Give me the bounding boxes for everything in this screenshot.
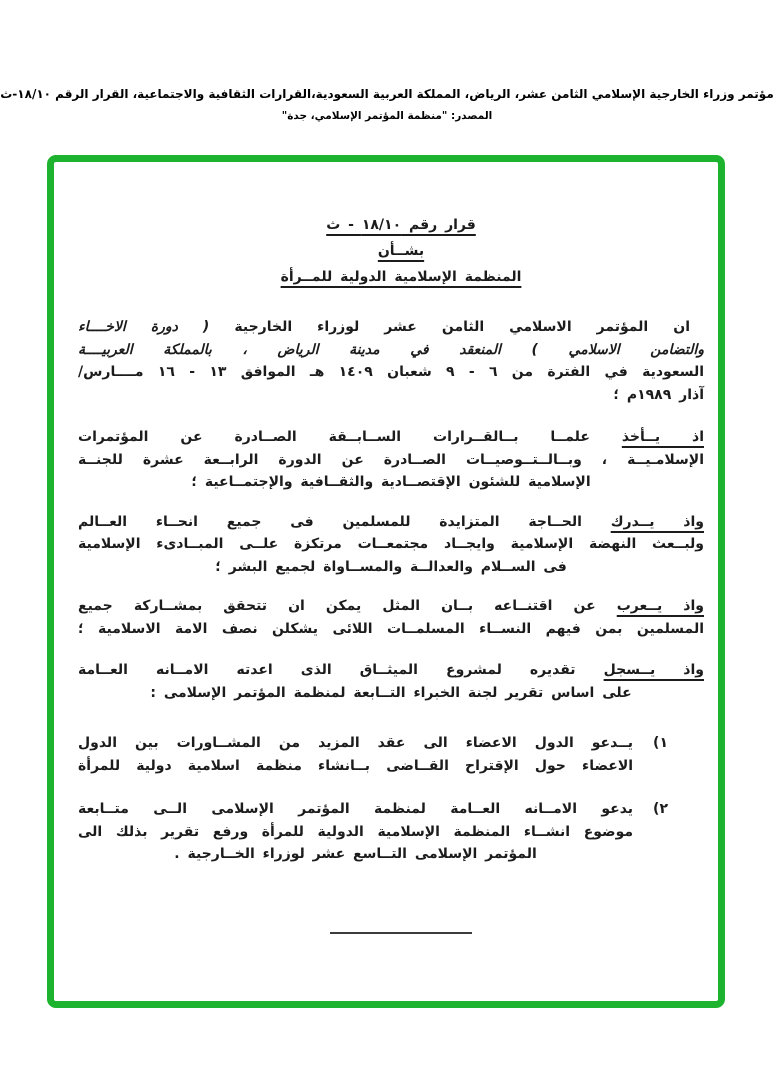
closing-rule [330, 932, 472, 934]
lead-phrase: واذ يــدرك [610, 513, 704, 530]
citation-source-line: المصدر: "منظمة المؤتمر الإسلامي، جدة" [281, 110, 493, 122]
paragraph-line: ان المؤتمر الاسلامي الثامن عشر لوزراء الخارجية ( دورة الاخــــاء [78, 319, 690, 335]
paragraph-line: المسلمين بمن فيهم النســاء المسلمــات اللائى يشكلن نصف الامة الاسلامية ؛ [78, 620, 704, 637]
lead-phrase: اذ يــأخذ [621, 429, 705, 445]
paragraph-line: موضوع انشــاء المنظمة الإسلامية الدولية للمرأة ورفع تقرير بذلك الى [78, 823, 634, 840]
paragraph-line: ولبــعث النهضة الإسلامية وايجــاد مجتمعــات مرتكزة علــى المبــادىء الإسلامية [78, 536, 704, 552]
paragraph-line: واذ يــعرب عن اقتنــاعه بــان المثل يمكن ان تتحقق بمشــاركة جميع [78, 598, 704, 614]
resolution-title-line-2: بشــأن [377, 243, 425, 259]
paragraph-line: يدعو الامــانه العــامة لمنظمة المؤتمر الإسلامى الــى متــابعة [78, 801, 634, 817]
item-body [78, 798, 633, 866]
paragraph-recognizing [78, 511, 704, 579]
item-number: ١) [653, 735, 668, 751]
paragraph-line: الاعضاء حول الإقتراح القــاضى بــانشاء منظمة اسلامية دولية للمرأة [78, 757, 634, 774]
resolution-title [266, 212, 536, 290]
citation-line-1: مؤتمر وزراء الخارجية الإسلامي الثامن عشر، الرياض، المملكة العربية السعودية،القرارات الثقافية والاجتماعية، القرار الرقم ١٨/١٠-ث [0, 87, 774, 101]
lead-phrase: واذ يــسجل [603, 662, 704, 678]
item-number: ٢) [653, 801, 668, 817]
paragraph-line: والتضامن الاسلامي ) المنعقد في مدينة الرياض ، بالمملكة العربيــــة [78, 341, 704, 358]
paragraph-line: واذ يــسجل تقديره لمشروع الميثــاق الذى اعدته الامــانه العــامة [78, 662, 704, 678]
paragraph-line: اذ يــأخذ علمــا بــالقــرارات الســابــقة الصــادرة عن المؤتمرات [78, 429, 705, 445]
item-body [78, 732, 633, 777]
paragraph-line: السعودية في الفترة من ٦ - ٩ شعبان ١٤٠٩ هـ الموافق ١٣ - ١٦ مــــارس/ [78, 364, 705, 380]
resolution-title-line-3: المنظمة الإسلامية الدولية للمــرأة [280, 269, 522, 285]
paragraph-preamble [78, 316, 704, 406]
paragraph-line: على اساس تقرير لجنة الخبراء التــابعة لمنظمة المؤتمر الإسلامى : [150, 684, 632, 701]
paragraph-line: المؤتمر الإسلامى التــاسع عشر لوزراء الخــارجية . [174, 846, 537, 862]
paragraph-line: واذ يــدرك الحــاجة المتزايدة للمسلمين فى جميع انحــاء العــالم [78, 513, 704, 530]
paragraph-expressing [78, 595, 704, 640]
paragraph-recording [78, 659, 704, 704]
paragraph-line: آذار ١٩٨٩م ؛ [613, 386, 704, 403]
highlight-frame [47, 155, 725, 1008]
scanned-document [54, 162, 718, 1001]
paragraph-line: الإسلامية للشئون الإقتصــادية والثقــافية والإجتمــاعية ؛ [191, 474, 591, 490]
paragraph-line: الإسلامـيــة ، وبــالــتــوصيــات الصــادرة عن الدورة الرابــعة عشرة للجنــة [78, 451, 704, 468]
paragraph-line: يــدعو الدول الاعضاء الى عقد المزيد من المشــاورات بين الدول [78, 735, 634, 751]
operative-item-2 [78, 798, 704, 866]
resolution-title-line-1: قرار رقم ١٨/١٠ - ث [326, 217, 476, 233]
paragraph-line: فى الســلام والعدالــة والمســاواة لجميع البشر ؛ [215, 558, 567, 575]
lead-phrase: واذ يــعرب [616, 598, 704, 614]
paragraph-taking-note [78, 426, 704, 494]
operative-item-1 [78, 732, 704, 777]
citation-header [0, 84, 774, 125]
